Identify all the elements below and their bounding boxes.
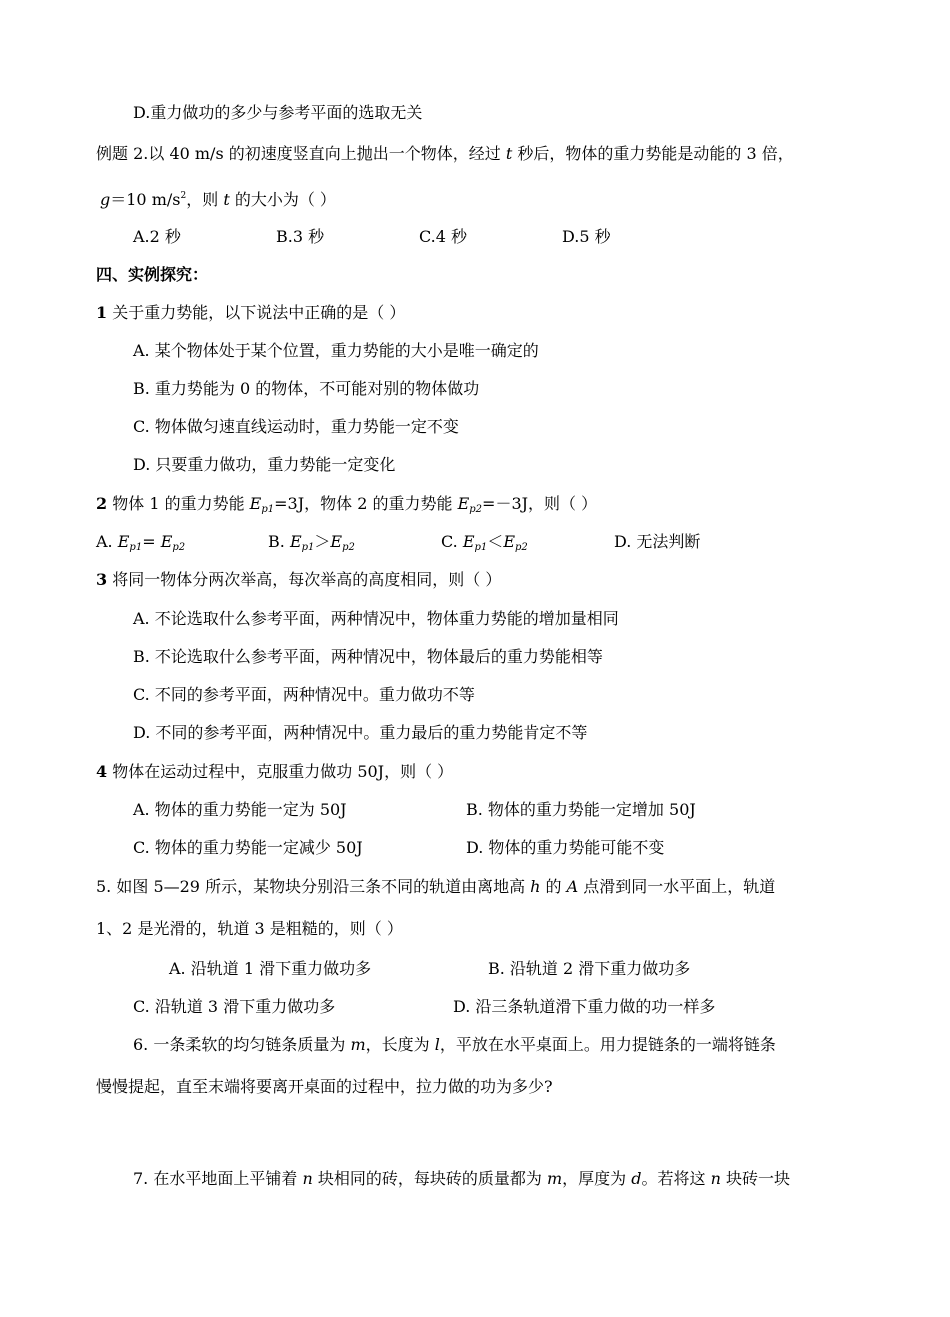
example2-line1: 例题 2.以 40 m/s 的初速度竖直向上抛出一个物体，经过 t 秒后，物体的重力势能是动能的 3 倍， bbox=[96, 144, 794, 163]
example2-option: D.5 秒 bbox=[562, 227, 611, 246]
q2-option-a: A. $E_{p1}= E_{p2}$ bbox=[96, 532, 186, 553]
q4-stem: 4 物体在运动过程中，克服重力做功 50J，则（ ） bbox=[96, 762, 454, 781]
q4-option: B. 物体的重力势能一定增加 50J bbox=[466, 800, 696, 819]
q5-option: A. 沿轨道 1 滑下重力做功多 bbox=[169, 959, 372, 978]
q5-line1: 5. 如图 5—29 所示，某物块分别沿三条不同的轨道由离地高 h 的 A 点滑到同一水平面上，轨道 bbox=[96, 877, 776, 896]
q2-option-c: C. $E_{p1}<E_{p2}$ bbox=[441, 532, 528, 553]
example2-option: C.4 秒 bbox=[419, 227, 468, 246]
example2-option: A.2 秒 bbox=[133, 227, 181, 246]
q4-options-row1 bbox=[0, 799, 950, 821]
q1-stem: 1 关于重力势能，以下说法中正确的是（ ） bbox=[96, 303, 406, 322]
example2-line2: g＝10 $m/s^2$，则 t 的大小为（ ） bbox=[100, 190, 336, 209]
q4-option: D. 物体的重力势能可能不变 bbox=[466, 838, 665, 857]
q4-option: A. 物体的重力势能一定为 50J bbox=[133, 800, 347, 819]
q5-option: D. 沿三条轨道滑下重力做的功一样多 bbox=[453, 997, 716, 1016]
q6-line2: 慢慢提起，直至末端将要离开桌面的过程中，拉力做的功为多少? bbox=[96, 1077, 553, 1096]
q3-option: B. 不论选取什么参考平面，两种情况中，物体最后的重力势能相等 bbox=[133, 647, 603, 666]
q5-options-row1 bbox=[0, 958, 950, 980]
q3-stem: 3 将同一物体分两次举高，每次举高的高度相同，则（ ） bbox=[96, 570, 502, 589]
q2-options bbox=[0, 531, 950, 553]
q6-line1: 6. 一条柔软的均匀链条质量为 m，长度为 l，平放在水平桌面上。用力提链条的一端将链条 bbox=[133, 1035, 776, 1054]
section-heading: 四、实例探究： bbox=[96, 265, 209, 284]
q3-option: C. 不同的参考平面，两种情况中。重力做功不等 bbox=[133, 685, 475, 704]
example2-options bbox=[0, 226, 950, 248]
q1-option: B. 重力势能为 0 的物体，不可能对别的物体做功 bbox=[133, 379, 480, 398]
q4-options-row2 bbox=[0, 837, 950, 859]
q1-option: D. 只要重力做功，重力势能一定变化 bbox=[133, 455, 396, 474]
q2-option-d: D. 无法判断 bbox=[614, 532, 701, 551]
q5-options-row2 bbox=[0, 996, 950, 1018]
q5-option: C. 沿轨道 3 滑下重力做功多 bbox=[133, 997, 336, 1016]
example2-option: B.3 秒 bbox=[276, 227, 325, 246]
q5-line2: 1、2 是光滑的，轨道 3 是粗糙的，则（ ） bbox=[96, 919, 403, 938]
q2-stem: 2 物体 1 的重力势能 $E_{p1}=3J$，物体 2 的重力势能 $E_{p2}=-3J$，则（ ） bbox=[96, 494, 598, 515]
prev-option-d: D.重力做功的多少与参考平面的选取无关 bbox=[133, 103, 423, 122]
q3-option: A. 不论选取什么参考平面，两种情况中，物体重力势能的增加量相同 bbox=[133, 609, 619, 628]
q2-option-b: B. $E_{p1}>E_{p2}$ bbox=[268, 532, 355, 553]
q4-option: C. 物体的重力势能一定减少 50J bbox=[133, 838, 363, 857]
q7-line1: 7. 在水平地面上平铺着 n 块相同的砖，每块砖的质量都为 m，厚度为 d。若将这 n 块砖一块 bbox=[133, 1169, 790, 1188]
q1-option: C. 物体做匀速直线运动时，重力势能一定不变 bbox=[133, 417, 459, 436]
q1-option: A. 某个物体处于某个位置，重力势能的大小是唯一确定的 bbox=[133, 341, 539, 360]
q5-option: B. 沿轨道 2 滑下重力做功多 bbox=[488, 959, 691, 978]
q3-option: D. 不同的参考平面，两种情况中。重力最后的重力势能肯定不等 bbox=[133, 723, 588, 742]
